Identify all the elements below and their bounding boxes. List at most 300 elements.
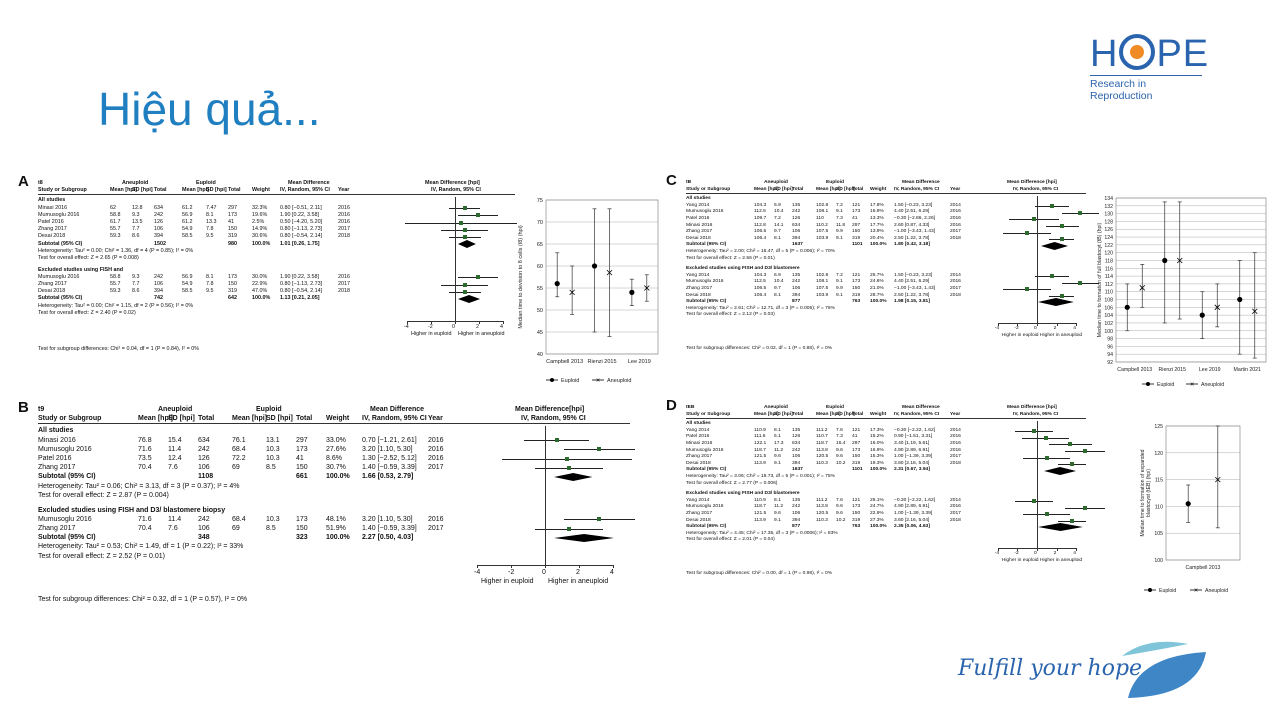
table-cell: 173	[296, 445, 308, 453]
subtotal-total: 980	[228, 240, 237, 247]
column-header: Weight	[252, 187, 270, 194]
table-cell: 8.1	[206, 273, 214, 280]
column-header: SD [hpi]	[132, 187, 153, 194]
table-cell: 106	[792, 510, 801, 516]
subtotal-label: Subtotal (95% CI)	[38, 295, 83, 302]
table-cell: 150	[852, 510, 861, 516]
y-tick-label: 94	[1107, 352, 1113, 359]
table-cell: 58.8	[110, 273, 121, 280]
table-cell: 7.3	[836, 216, 843, 221]
table-cell: 59.3	[110, 288, 121, 295]
legend-label: Aneuploid	[1205, 588, 1229, 594]
table-cell: 0.80 [−0.51, 2.11]	[280, 204, 322, 211]
table-cell: 102.8	[816, 202, 829, 208]
euploid-point	[1186, 501, 1191, 506]
header-rule	[38, 194, 515, 195]
table-cell: 10.4	[774, 279, 784, 285]
y-tick-label: 108	[1104, 297, 1113, 304]
effect-marker	[597, 517, 601, 521]
table-cell: Minasi 2016	[686, 441, 713, 446]
x-tick	[1076, 548, 1077, 551]
subgroup-test-text: Test for subgroup differences: Chi² = 0.00, df = 1 (P = 0.98), I² = 0%	[686, 570, 833, 576]
group-label: All studies	[38, 197, 66, 204]
subtotal-total: 1637	[792, 467, 803, 473]
table-cell: 6.9	[774, 272, 781, 278]
heterogeneity-text: Heterogeneity: Tau² = 2.00; Chi² = 16.47, df = 5 (P = 0.006); I² = 70%	[686, 249, 835, 254]
table-cell: 242	[792, 279, 801, 285]
effect-marker	[1045, 456, 1049, 460]
table-cell: 2016	[428, 436, 444, 444]
table-cell: 9.5	[206, 233, 214, 240]
table-cell: 7.8	[206, 226, 214, 233]
euploid-header: Euploid	[826, 405, 844, 410]
table-cell: Mumusoglu 2016	[686, 447, 724, 453]
table-cell: Mumusoglu 2016	[686, 504, 724, 510]
x-tick-label: Campbell 2013	[1117, 367, 1153, 373]
y-tick-label: 75	[536, 198, 543, 204]
table-cell: 110.9	[754, 427, 766, 433]
table-cell: 1.30 [−2.52, 5.12]	[362, 455, 417, 462]
table-cell: Zhang 2017	[38, 226, 67, 233]
table-cell: 121.5	[754, 454, 767, 460]
group-label: Excluded studies using FISH and D3/ blastomere	[686, 491, 800, 497]
y-axis-label: Median time to devision to 8 cells (t8) (hpi)	[518, 225, 524, 329]
table-cell: 7.2	[836, 272, 843, 278]
table-cell: 9.1	[774, 460, 781, 466]
table-cell: 10.3	[266, 455, 280, 462]
effect-marker	[1032, 499, 1036, 503]
effect-marker	[1060, 294, 1064, 298]
table-cell: 110.9	[754, 497, 766, 503]
table-cell: 24.6%	[870, 279, 884, 285]
table-cell: 120.5	[816, 510, 829, 516]
table-cell: 319	[852, 517, 861, 523]
table-cell: 2014	[950, 272, 961, 278]
table-cell: 30.6%	[252, 233, 268, 240]
heterogeneity-text: Heterogeneity: Tau² = 0.06; Chi² = 3.13, df = 3 (P = 0.37); I² = 4%	[38, 482, 240, 490]
table-cell: 150	[228, 226, 237, 233]
table-cell: Zhang 2017	[686, 285, 713, 291]
aneuploid-header: Aneuploid	[158, 406, 193, 413]
table-cell: 7.6	[168, 464, 178, 472]
euploid-point	[1237, 297, 1242, 302]
table-cell: 7.6	[836, 497, 843, 503]
y-tick-label: 122	[1104, 242, 1113, 249]
table-cell: 2017	[950, 285, 961, 291]
zero-line	[455, 197, 456, 321]
table-cell: Mumusoglu 2016	[686, 279, 724, 285]
table-cell: 27.3%	[870, 517, 884, 523]
plot-frame	[1166, 426, 1240, 560]
table-cell: 2016	[950, 434, 961, 440]
effect-marker	[1070, 462, 1074, 466]
legend-aneuploid-marker: ×	[596, 377, 601, 385]
y-tick-label: 45	[536, 330, 543, 336]
table-cell: 103.9	[816, 292, 829, 298]
table-cell: 16.9%	[870, 447, 884, 453]
table-cell: 9.1	[774, 517, 781, 523]
table-cell: 150	[852, 229, 861, 235]
table-cell: 242	[154, 211, 163, 218]
favours-left: Higher in euploid	[411, 331, 452, 338]
table-cell: 110.2	[816, 222, 828, 228]
table-cell: Zhang 2017	[686, 229, 713, 235]
table-cell: 58.8	[110, 211, 121, 218]
table-cell: 24.7%	[870, 504, 884, 510]
table-cell: 2016	[338, 273, 350, 280]
subtotal-diamond	[554, 534, 614, 542]
table-cell: 9.9	[836, 285, 843, 291]
table-cell: Patel 2016	[686, 216, 710, 221]
table-cell: 13.5	[132, 219, 143, 225]
column-header: SD [hpi]	[206, 187, 227, 194]
subtotal-md: 1.66 [0.53, 2.79]	[362, 473, 414, 481]
table-cell: Patel 2016	[38, 455, 72, 462]
table-cell: 111.6	[754, 434, 766, 440]
hope-logo	[1090, 34, 1220, 102]
table-cell: 14.1	[774, 222, 784, 228]
table-cell: 121	[852, 272, 861, 278]
x-tick-label: Campbell 2013	[546, 359, 584, 365]
subgroup-test-text: Test for subgroup differences: Chi² = 0.02, df = 1 (P = 0.88), I² = 0%	[686, 345, 833, 351]
table-cell: −0.30 [−2.22, 1.62]	[894, 497, 936, 503]
euploid-point	[555, 281, 560, 286]
euploid-header: Euploid	[256, 406, 282, 413]
table-cell: 10.2	[836, 460, 846, 466]
x-tick-label: Lee 2019	[627, 359, 651, 365]
table-cell: 12.8	[132, 204, 143, 211]
legend-label: Euploid	[1157, 382, 1175, 388]
effect-marker	[1060, 224, 1064, 228]
table-cell: 20.4%	[870, 235, 884, 241]
table-cell: 12.4	[168, 455, 182, 462]
x-tick-label: 0	[452, 323, 455, 330]
group-label: Excluded studies using FISH and D3/ blastomere	[686, 266, 800, 272]
forest-plot-a	[18, 173, 510, 385]
table-cell: 173	[852, 279, 861, 285]
table-cell: 55.7	[110, 280, 121, 287]
md-header: Mean Difference	[370, 406, 425, 413]
column-header: Total	[792, 186, 804, 192]
column-header: SD [hpi]	[168, 415, 195, 423]
overall-effect-text: Test for overall effect: Z = 2.52 (P = 0.01)	[38, 552, 165, 560]
table-cell: 319	[228, 233, 237, 240]
subtotal-diamond	[554, 473, 592, 481]
table-cell: 10.3	[266, 445, 280, 453]
y-tick-label: 100	[1104, 328, 1113, 335]
x-tick	[1037, 323, 1038, 326]
x-tick-label: -4	[994, 325, 1000, 331]
table-cell: 71.6	[138, 515, 152, 523]
effect-marker	[565, 457, 569, 461]
table-cell: 16.9%	[870, 209, 884, 215]
effect-marker	[1083, 506, 1087, 510]
column-header: SD [hpi]	[836, 186, 855, 192]
table-cell: 0.50 [−4.20, 5.20]	[280, 219, 323, 225]
panel-letter: C	[666, 172, 677, 189]
table-cell: Yang 2014	[686, 427, 710, 433]
y-axis-label-line: Median time to formation of expanded	[1140, 449, 1146, 537]
table-cell: 2017	[428, 464, 444, 472]
subtotal-total: 348	[198, 534, 210, 542]
table-cell: 110.3	[816, 460, 828, 466]
table-cell: 1.50 [−0.23, 3.23]	[894, 202, 933, 208]
table-cell: 9.6	[836, 447, 843, 453]
forest-plot-d	[666, 397, 1098, 610]
favours-right: Higher in aneuploid	[1040, 332, 1083, 338]
column-header: Total	[198, 415, 215, 423]
table-cell: 58.5	[182, 233, 193, 240]
x-tick-label: 0	[1034, 550, 1037, 556]
table-cell: 110.3	[816, 517, 828, 523]
x-tick-label: 4	[1073, 550, 1076, 556]
table-cell: 51.9%	[326, 524, 346, 532]
favours-right: Higher in aneuploid	[548, 577, 609, 585]
y-tick-label: 96	[1107, 344, 1113, 351]
table-cell: 106	[792, 229, 801, 235]
table-cell: 2017	[950, 454, 961, 460]
table-cell: 7.6	[836, 427, 843, 433]
table-cell: 297	[228, 204, 237, 211]
y-tick-label: 116	[1104, 266, 1113, 273]
y-tick-label: 98	[1107, 336, 1113, 343]
table-cell: 111.2	[816, 427, 828, 433]
effect-marker	[1045, 512, 1049, 516]
x-tick-label: -2	[1014, 325, 1019, 331]
heterogeneity-text: Heterogeneity: Tau² = 0.53; Chi² = 1.49, df = 1 (P = 0.22); I² = 33%	[38, 543, 244, 551]
table-cell: 9.3	[132, 273, 140, 280]
table-cell: 634	[792, 222, 801, 228]
table-cell: 13.1	[266, 436, 280, 444]
legend-label: Aneuploid	[607, 378, 632, 384]
table-cell: 1.00 [−1.39, 3.39]	[894, 510, 933, 516]
table-cell: 25.7%	[870, 272, 884, 278]
table-cell: 126	[198, 455, 210, 462]
aneuploid-header: Aneuploid	[764, 180, 788, 185]
y-tick-label: 104	[1104, 313, 1113, 320]
y-tick-label: 50	[536, 308, 543, 314]
effect-marker	[1044, 436, 1048, 440]
table-cell: 9.6	[774, 454, 781, 460]
subtotal-total: 1108	[198, 473, 214, 481]
table-cell: 7.7	[132, 280, 140, 287]
md-plot-header: Mean Difference[hpi]	[515, 406, 585, 413]
table-cell: 106	[154, 280, 163, 287]
y-tick-label: 120	[1104, 250, 1113, 257]
table-cell: 173	[296, 515, 308, 523]
x-tick-label: 2	[1053, 325, 1057, 331]
column-header: Mean [hpi]	[232, 415, 267, 423]
y-tick-label: 124	[1104, 235, 1113, 242]
table-cell: 118.7	[754, 447, 766, 453]
subtotal-diamond	[458, 240, 476, 248]
table-cell: 33.0%	[326, 436, 346, 444]
legend-label: Euploid	[561, 378, 580, 384]
table-cell: 62	[110, 204, 116, 211]
table-cell: 2016	[950, 222, 961, 228]
subtotal-label: Subtotal (95% CI)	[38, 534, 96, 542]
table-cell: 2018	[338, 288, 350, 295]
subtotal-total: 1101	[852, 467, 863, 473]
table-cell: 109.7	[754, 216, 767, 221]
table-cell: 113.8	[816, 504, 828, 510]
outcome-label: tB	[686, 180, 692, 185]
table-cell: 7.8	[206, 280, 214, 287]
table-cell: 173	[228, 211, 237, 218]
table-cell: −1.00 [−3.43, 1.43]	[894, 285, 936, 291]
table-cell: 2016	[428, 515, 444, 523]
table-cell: 9.6	[836, 454, 843, 460]
y-tick-label: 100	[1154, 558, 1163, 564]
subgroup-test-text: Test for subgroup differences: Chi² = 0.32, df = 1 (P = 0.57), I² = 0%	[38, 596, 248, 604]
table-cell: 69	[232, 524, 240, 532]
table-cell: 121	[852, 202, 861, 208]
table-cell: 5.1	[774, 434, 781, 440]
table-cell: 71.6	[138, 445, 152, 453]
table-cell: 17.3%	[870, 427, 884, 433]
x-tick-label: 2	[476, 323, 479, 330]
subtotal-weight: 100.0%	[252, 240, 271, 247]
table-cell: 242	[198, 445, 210, 453]
table-cell: 16.0%	[870, 441, 884, 446]
table-cell: 7.7	[132, 226, 140, 233]
header-rule	[38, 423, 630, 424]
effect-marker	[463, 235, 467, 239]
euploid-point	[1200, 313, 1205, 318]
column-header: Mean [hpi]	[110, 187, 137, 194]
table-cell: Minasi 2016	[38, 204, 68, 211]
table-cell: 2016	[950, 279, 961, 285]
table-cell: 121.5	[754, 510, 767, 516]
outcome-label: t8	[38, 180, 43, 186]
table-cell: 3.60 [2.16, 5.04]	[894, 517, 930, 523]
column-header: Year	[428, 415, 443, 423]
aneuploid-header: Aneuploid	[764, 405, 788, 410]
group-label: Excluded studies using FISH and D3/ blastomere biopsy	[38, 506, 226, 514]
subtotal-diamond	[1044, 467, 1076, 475]
favours-left: Higher in euploid	[481, 577, 534, 585]
table-cell: Yang 2014	[686, 497, 710, 503]
table-cell: 173	[228, 273, 237, 280]
table-cell: 9.7	[774, 285, 781, 291]
table-cell: 135	[792, 202, 801, 208]
table-cell: 106	[198, 524, 210, 532]
table-cell: Mumusoglu 2016	[686, 209, 724, 215]
table-cell: 9.1	[836, 279, 843, 285]
subtotal-total: 1637	[792, 242, 803, 248]
table-cell: 30.0%	[252, 273, 268, 280]
effect-marker	[1078, 281, 1082, 285]
table-cell: 0.80 [−1.13, 2.73]	[280, 280, 323, 287]
column-header: Year	[950, 411, 961, 417]
column-header: Total	[296, 415, 313, 423]
x-tick-label: 4	[610, 568, 614, 576]
table-cell: 634	[154, 204, 163, 211]
legend-aneuploid-marker: ×	[1190, 381, 1195, 389]
table-cell: 112.5	[754, 209, 766, 215]
table-cell: 2.50 [1.22, 3.78]	[894, 235, 930, 241]
table-cell: 242	[154, 273, 163, 280]
subtotal-total: 742	[154, 295, 163, 302]
table-cell: 8.5	[266, 524, 276, 532]
subtotal-weight: 100.0%	[326, 473, 350, 481]
table-cell: 118.7	[816, 441, 828, 446]
subtotal-label: Subtotal (95% CI)	[686, 242, 727, 248]
subtotal-md: 1.01 [0.26, 1.75]	[280, 240, 320, 247]
table-cell: Mumusoglu 2016	[38, 515, 92, 523]
table-cell: 394	[154, 233, 163, 240]
subtotal-md: 2.27 [0.50, 4.03]	[362, 534, 414, 542]
table-cell: 9.3	[132, 211, 140, 218]
table-cell: 56.9	[182, 211, 193, 218]
table-cell: Minasi 2016	[38, 436, 76, 444]
x-tick-label: -2	[1014, 550, 1019, 556]
x-tick-label: 4	[500, 323, 503, 330]
y-tick-label: 114	[1104, 274, 1113, 281]
table-cell: 48.1%	[326, 515, 346, 523]
table-cell: 297	[852, 222, 861, 228]
column-header: Total	[228, 187, 241, 194]
table-cell: Mumusoglu 2016	[38, 211, 80, 218]
favours-right: Higher in aneuploid	[458, 331, 505, 338]
table-cell: 319	[852, 292, 861, 298]
table-cell: 319	[852, 460, 861, 466]
table-cell: 4.90 [2.89, 6.91]	[894, 504, 930, 510]
table-cell: 9.1	[836, 292, 843, 298]
table-cell: 9.6	[836, 510, 843, 516]
table-cell: 1.00 [−1.39, 3.39]	[894, 454, 933, 460]
table-cell: 14.9%	[252, 226, 268, 233]
table-cell: 17.7%	[870, 222, 884, 228]
table-cell: Yang 2014	[686, 272, 710, 278]
table-cell: 8.5	[266, 464, 276, 472]
table-cell: 150	[296, 464, 308, 472]
table-cell: 9.5	[206, 288, 214, 295]
y-axis-label	[1140, 449, 1152, 536]
table-cell: 70.4	[138, 524, 152, 532]
table-cell: 11.2	[774, 447, 784, 453]
table-cell: Mumusoglu 2016	[38, 273, 80, 280]
overall-effect-text: Test for overall effect: Z = 2.01 (P = 0.04)	[686, 537, 775, 543]
table-cell: 394	[792, 235, 801, 241]
effect-marker	[1060, 237, 1064, 241]
dotplot-c	[1094, 192, 1274, 392]
overall-effect-text: Test for overall effect: Z = 2.12 (P = 0.03)	[686, 312, 775, 318]
table-cell: 173	[852, 209, 861, 215]
table-cell: 7.3	[836, 434, 843, 440]
tagline: Fulfill your hope	[958, 656, 1143, 681]
subtotal-weight: 100.0%	[326, 534, 350, 542]
table-cell: 11.4	[168, 515, 182, 523]
legend-euploid-marker	[1148, 588, 1152, 592]
table-cell: 69	[232, 464, 240, 472]
subtotal-md: 2.35 [0.06, 4.63]	[894, 524, 930, 530]
subtotal-total: 877	[792, 299, 801, 305]
table-cell: 0.90 [−1.51, 3.31]	[894, 434, 933, 440]
table-cell: Zhang 2017	[686, 510, 713, 516]
table-cell: Patel 2016	[686, 434, 710, 440]
legend-label: Aneuploid	[1201, 382, 1225, 388]
table-cell: 22.9%	[252, 280, 268, 287]
table-cell: 297	[296, 436, 308, 444]
table-cell: 7.47	[206, 204, 217, 211]
subtotal-md: 1.98 [0.15, 3.81]	[894, 299, 930, 305]
zero-line	[545, 426, 546, 564]
table-cell: 108.1	[816, 279, 829, 285]
overall-effect-text: Test for overall effect: Z = 2.65 (P = 0.008)	[38, 255, 139, 261]
overall-effect-text: Test for overall effect: Z = 2.87 (P = 0.004)	[38, 491, 169, 499]
table-cell: 3.20 [1.10, 5.30]	[362, 515, 413, 523]
